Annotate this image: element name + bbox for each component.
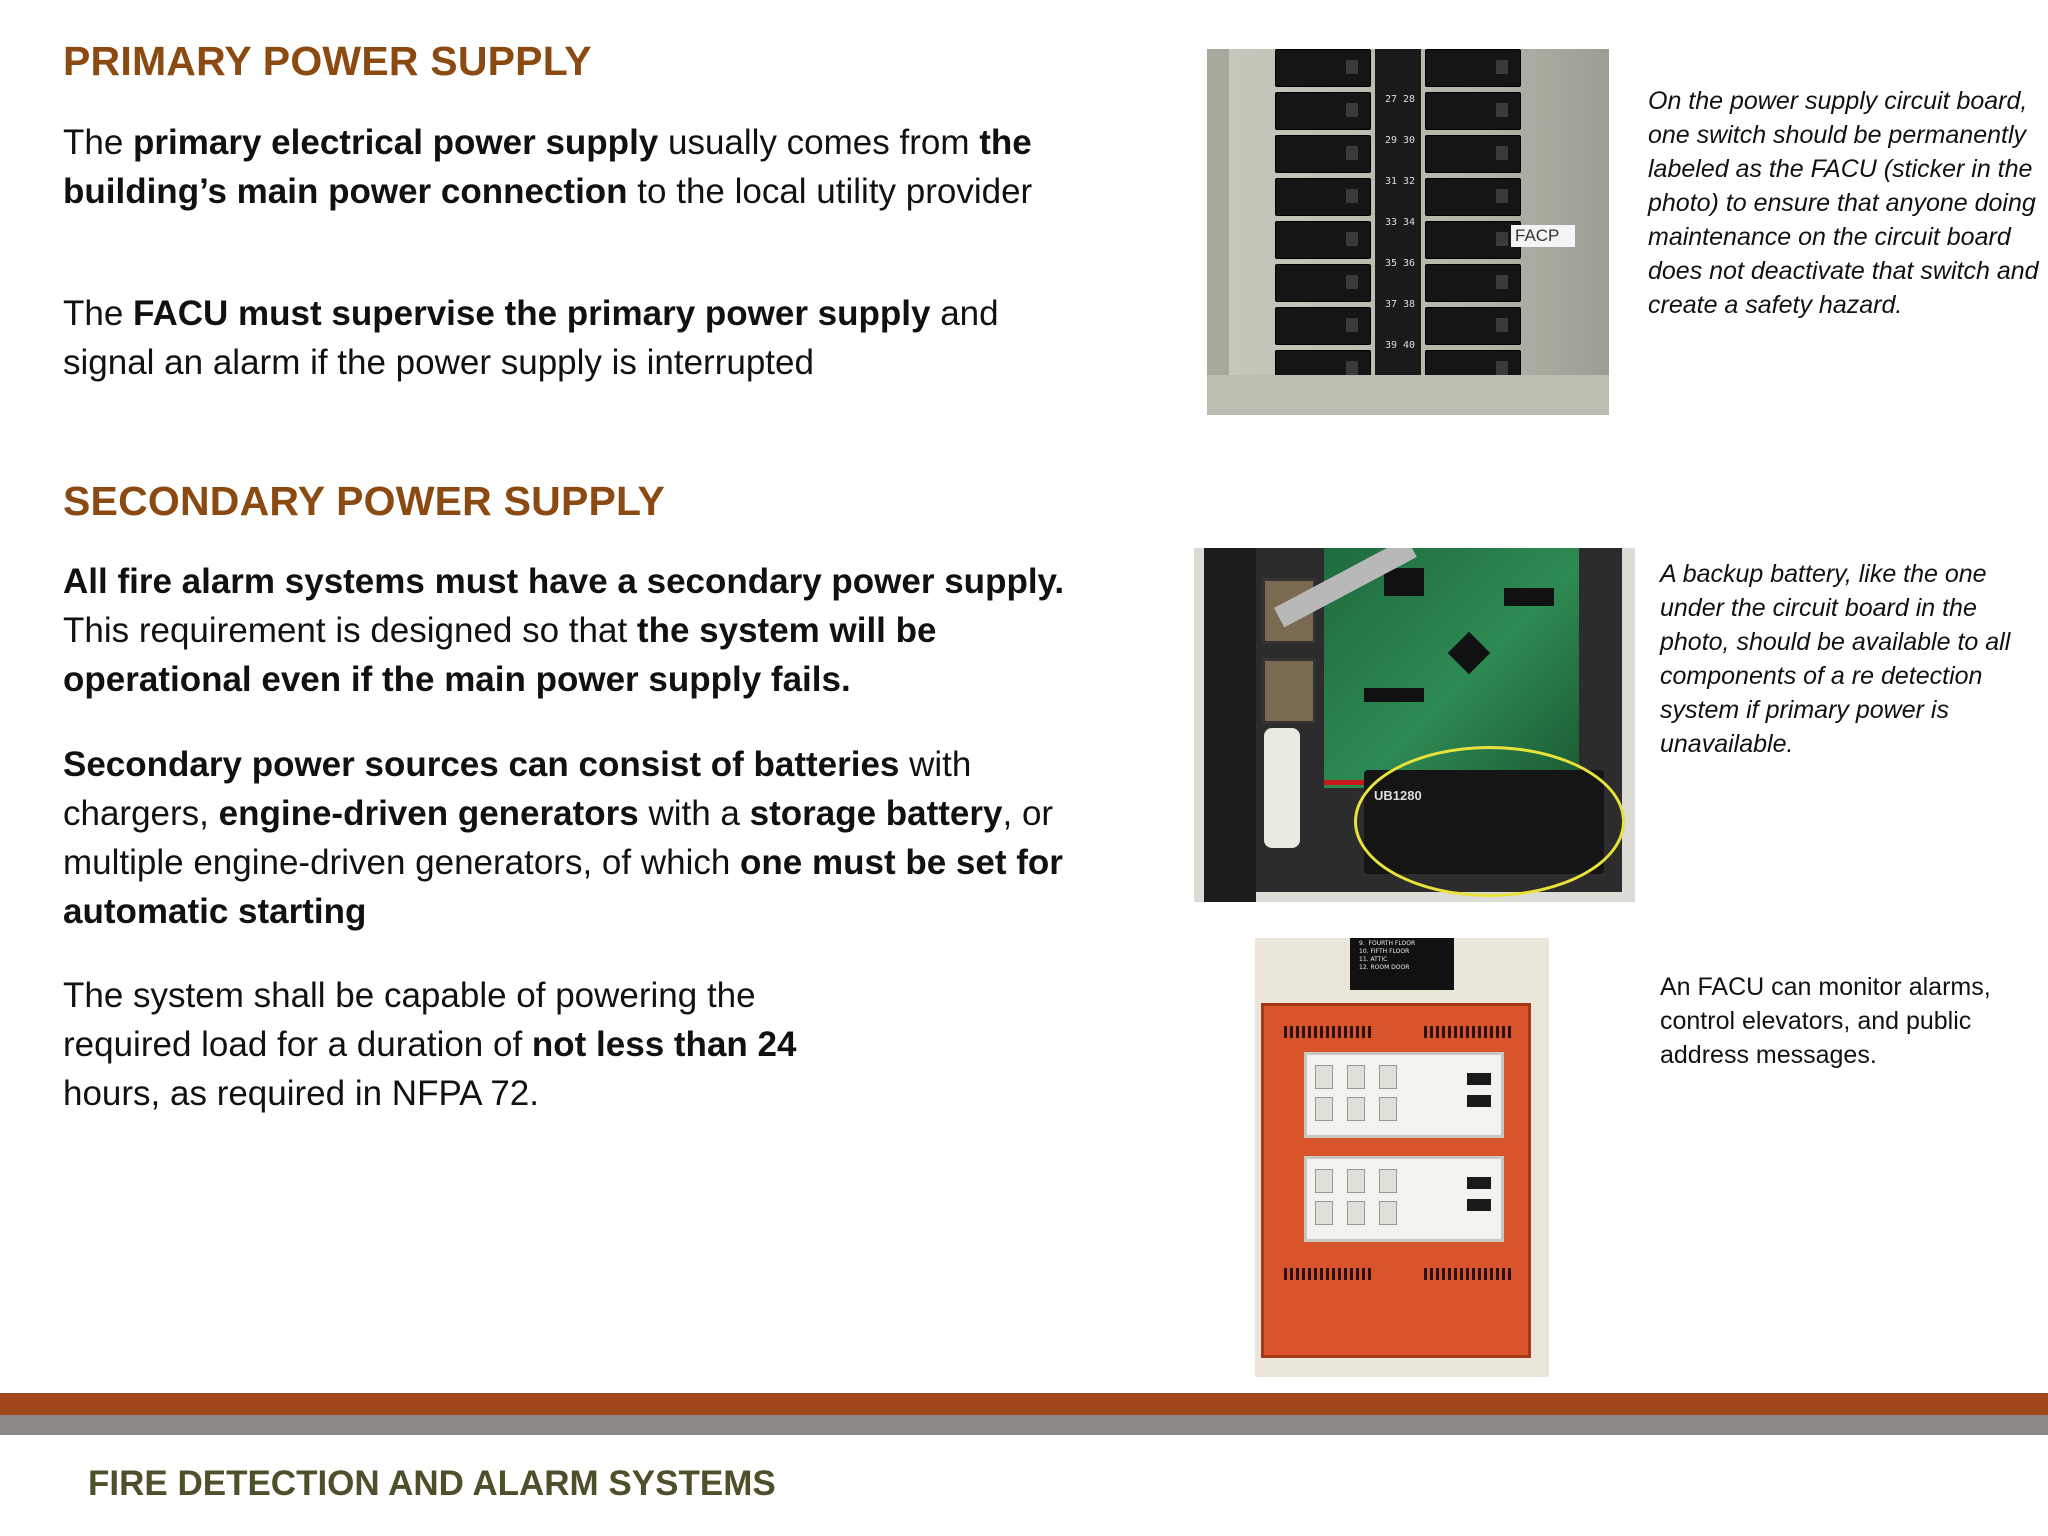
- caption-facu: An FACU can monitor alarms, control elevators, and public address messages.: [1660, 973, 1991, 1069]
- facu-cabinet: [1261, 1003, 1531, 1358]
- facp-sticker: FACP: [1511, 225, 1575, 247]
- floor-sign-text: 9. FOURTH FLOOR 10. FIFTH FLOOR 11. ATTIC 12. ROOM DOOR: [1359, 940, 1416, 971]
- breaker-panel-photo: [1207, 49, 1609, 415]
- vent-top-left: [1284, 1026, 1374, 1038]
- breaker-numbers: 27 28 29 30 31 32 33 34 35 36 37 38 39 40: [1384, 94, 1416, 351]
- secondary-heading: SECONDARY POWER SUPPLY: [63, 478, 666, 524]
- panel-lower-edge: [1207, 375, 1609, 415]
- primary-paragraph-2: The FACU must supervise the primary power supply and signal an alarm if the power supply is interrupted: [63, 294, 999, 382]
- primary-paragraph-1: The primary electrical power supply usually comes from the building’s main power connection to the local utility provider: [63, 123, 1033, 211]
- cabinet-door: [1204, 548, 1256, 902]
- transformer-bottom: [1262, 658, 1316, 724]
- footer-band-red: [0, 1393, 2048, 1415]
- footer-title: FIRE DETECTION AND ALARM SYSTEMS: [88, 1464, 776, 1503]
- vent-bottom-right: [1424, 1268, 1514, 1280]
- caption-breaker: On the power supply circuit board, one switch should be permanently labeled as the FACU (sticker in the photo) to ensure that anyone doing maintenance on the circuit board does not deactivate that switch and create a safety hazard.: [1648, 87, 2039, 319]
- secondary-paragraph-3: The system shall be capable of powering the required load for a duration of not less than 24 hours, as required in NFPA 72.: [63, 976, 797, 1113]
- caption-battery: A backup battery, like the one under the circuit board in the photo, should be available to all components of a re detection system if primary power is unavailable.: [1660, 560, 2011, 758]
- primary-heading: PRIMARY POWER SUPPLY: [63, 38, 592, 84]
- secondary-paragraph-2: Secondary power sources can consist of batteries with chargers, engine-driven generators with a storage battery, or multiple engine-driven generators, of which one must be set for automatic starting: [63, 745, 1063, 931]
- circuit-board-photo: [1194, 548, 1635, 902]
- vent-top-right: [1424, 1026, 1514, 1038]
- annunciator-window-top: [1304, 1052, 1504, 1138]
- breaker-column-right: [1425, 49, 1521, 373]
- breaker-column-left: [1275, 49, 1371, 373]
- annunciator-window-bottom: [1304, 1156, 1504, 1242]
- secondary-paragraph-1: All fire alarm systems must have a secondary power supply. This requirement is designed so that the system will be operational even if the main power supply fails.: [63, 562, 1065, 699]
- panel-door-edge: [1207, 49, 1229, 415]
- facu-panel-photo: [1255, 938, 1549, 1377]
- battery-highlight-ellipse: [1354, 746, 1625, 897]
- battery-label: UB1280: [1374, 788, 1422, 803]
- vent-bottom-left: [1284, 1268, 1374, 1280]
- capacitor: [1264, 728, 1300, 848]
- footer-band-gray: [0, 1415, 2048, 1435]
